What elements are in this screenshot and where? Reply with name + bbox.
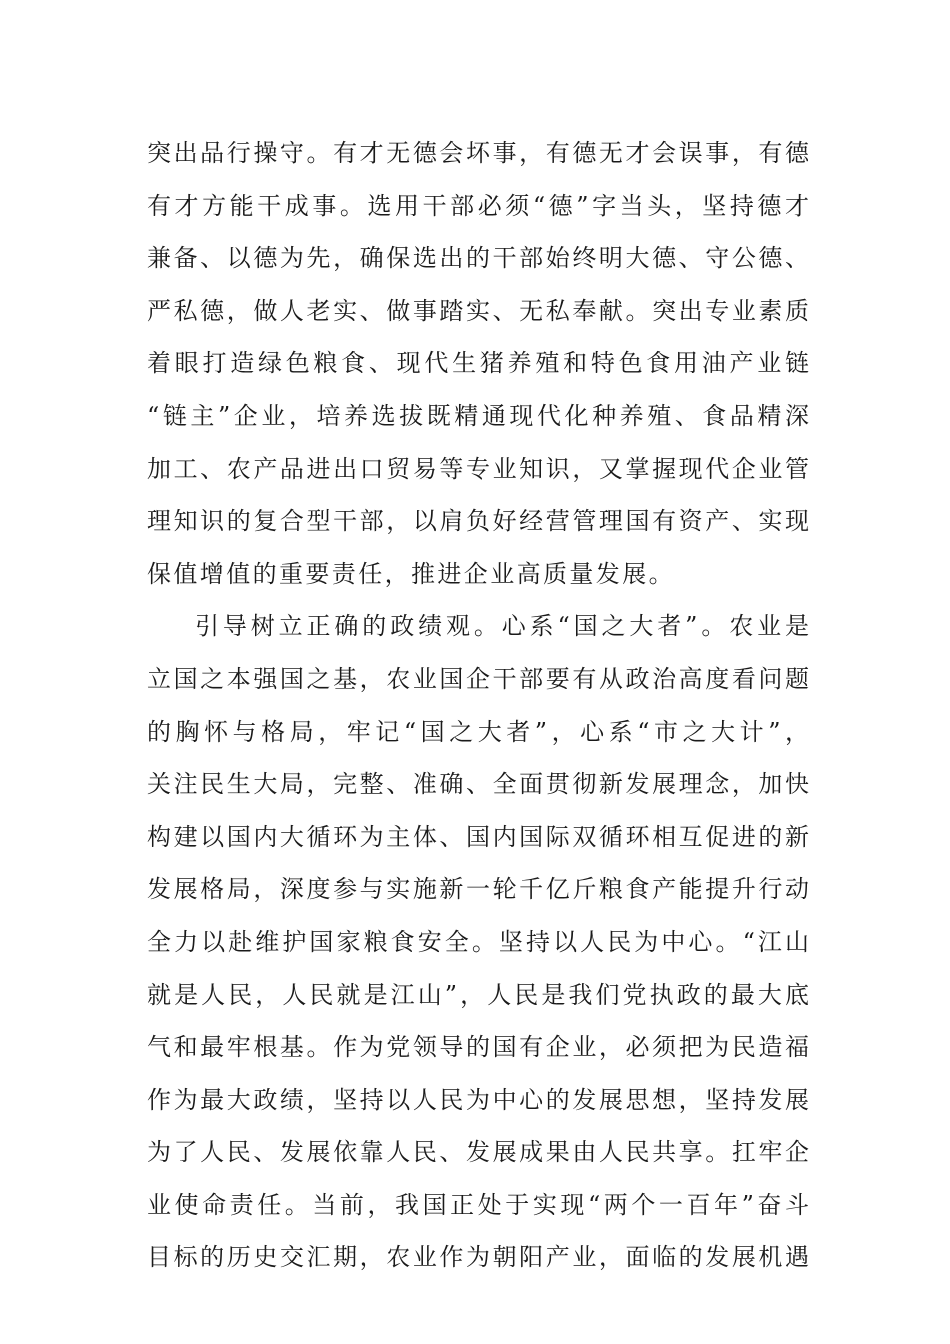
text-line: 保值增值的重要责任，推进企业高质量发展。 [147, 559, 675, 588]
text-line: 就是人民，人民就是江山”，人民是我们党执政的最大底 [147, 980, 809, 1009]
text-line: 关注民生大局，完整、准确、全面贯彻新发展理念，加快 [147, 770, 809, 799]
text-line: 为了人民、发展依靠人民、发展成果由人民共享。扛牢企 [147, 1138, 809, 1167]
text-line: 作为最大政绩，坚持以人民为中心的发展思想，坚持发展 [147, 1085, 809, 1114]
text-line: 突出品行操守。有才无德会坏事，有德无才会误事，有德 [147, 139, 809, 167]
text-line: “链主”企业，培养选拔既精通现代化种养殖、食品精深 [147, 401, 809, 430]
text-line: 有才方能干成事。选用干部必须“德”字当头，坚持德才 [147, 191, 809, 220]
text-line: 严私德，做人老实、做事踏实、无私奉献。突出专业素质 [147, 296, 809, 325]
text-line: 发展格局，深度参与实施新一轮千亿斤粮食产能提升行动 [147, 875, 809, 904]
text-line: 理知识的复合型干部，以肩负好经营管理国有资产、实现 [147, 507, 809, 536]
text-line: 着眼打造绿色粮食、现代生猪养殖和特色食用油产业链 [147, 349, 809, 378]
text-line: 引导树立正确的政绩观。心系“国之大者”。农业是 [195, 612, 809, 641]
text-line: 气和最牢根基。作为党领导的国有企业，必须把为民造福 [147, 1033, 809, 1062]
text-line: 全力以赴维护国家粮食安全。坚持以人民为中心。“江山 [147, 927, 809, 956]
text-line: 兼备、以德为先，确保选出的干部始终明大德、守公德、 [147, 244, 809, 273]
text-line: 立国之本强国之基，农业国企干部要有从政治高度看问题 [147, 664, 809, 693]
text-line: 加工、农产品进出口贸易等专业知识，又掌握现代企业管 [147, 454, 809, 483]
body-text [147, 127, 809, 1284]
text-line: 的胸怀与格局，牢记“国之大者”，心系“市之大计”， [147, 717, 809, 746]
text-line: 目标的历史交汇期，农业作为朝阳产业，面临的发展机遇 [147, 1243, 809, 1272]
text-line: 构建以国内大循环为主体、国内国际双循环相互促进的新 [147, 822, 809, 851]
text-line: 业使命责任。当前，我国正处于实现“两个一百年”奋斗 [147, 1190, 809, 1219]
